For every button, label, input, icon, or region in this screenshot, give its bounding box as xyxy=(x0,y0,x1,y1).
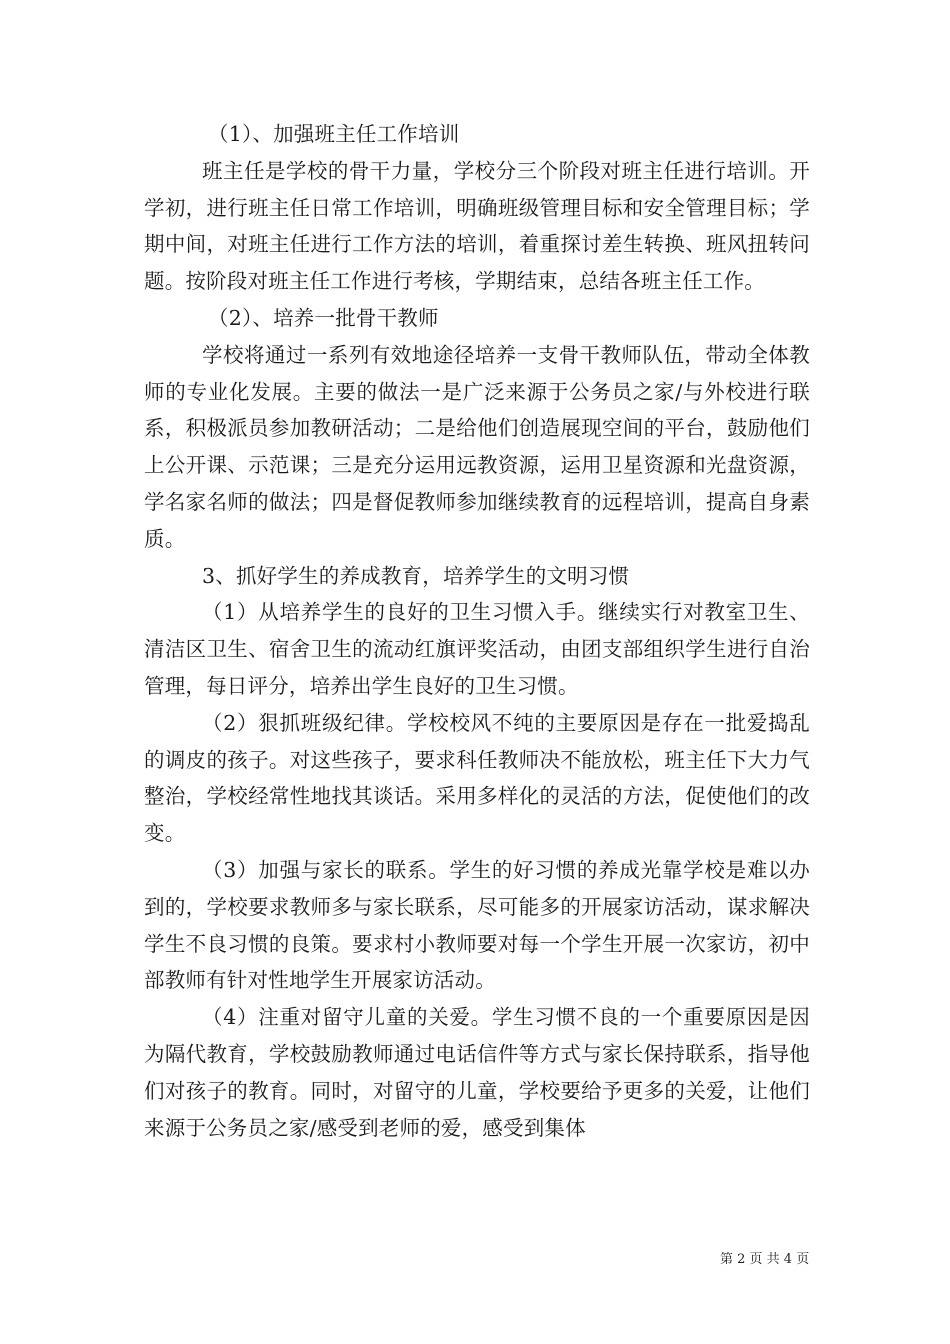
section-heading-class-teacher-training: （1）、加强班主任工作培训 xyxy=(208,122,460,146)
paragraph-class-teacher-training: 班主任是学校的骨干力量，学校分三个阶段对班主任进行培训。开学初，进行班主任日常工作培训，明确班级管理目标和安全管理目标；学期中间，对班主任进行工作方法的培训，着重探讨差生转换、班风扭转问题。按阶段对班主任工作进行考核，学期结束，总结各班主任工作。 xyxy=(144,158,810,294)
page-number-footer: 第 2 页 共 4 页 xyxy=(720,1252,810,1267)
paragraph-hygiene-habits: （1）从培养学生的良好的卫生习惯入手。继续实行对教室卫生、清洁区卫生、宿舍卫生的流动红旗评奖活动，由团支部组织学生进行自治管理，每日评分，培养出学生良好的卫生习惯。 xyxy=(144,600,810,698)
paragraph-parent-contact: （3）加强与家长的联系。学生的好习惯的养成光靠学校是难以办到的，学校要求教师多与家长联系，尽可能多的开展家访活动，谋求解决学生不良习惯的良策。要求村小教师要对每一个学生开展一次家访，初中部教师有针对性地学生开展家访活动。 xyxy=(144,857,810,993)
document-body xyxy=(144,116,810,1146)
section-heading-backbone-teachers: （2）、培养一批骨干教师 xyxy=(208,305,439,330)
paragraph-backbone-teachers: 学校将通过一系列有效地途径培养一支骨干教师队伍，带动全体教师的专业化发展。主要的做法一是广泛来源于公务员之家/与外校进行联系，积极派员参加教研活动；二是给他们创造展现空间的平台，鼓励他们上公开课、示范课；三是充分运用远教资源，运用卫星资源和光盘资源，学名家名师的做法；四是督促教师参加继续教育的远程培训，提高自身素质。 xyxy=(144,342,810,551)
paragraph-class-discipline: （2）狠抓班级纪律。学校校风不纯的主要原因是存在一批爱捣乱的调皮的孩子。对这些孩子，要求科任教师决不能放松，班主任下大力气整治，学校经常性地找其谈话。采用多样化的灵活的方法，促使他们的改变。 xyxy=(144,710,810,846)
paragraph-left-behind-children: （4）注重对留守儿童的关爱。学生习惯不良的一个重要原因是因为隔代教育，学校鼓励教师通过电话信件等方式与家长保持联系，指导他们对孩子的教育。同时，对留守的儿童，学校要给予更多的关爱，让他们来源于公务员之家/感受到老师的爱，感受到集体 xyxy=(144,1005,810,1140)
section-heading-habit-education: 3、抓好学生的养成教育，培养学生的文明习惯 xyxy=(202,563,630,588)
